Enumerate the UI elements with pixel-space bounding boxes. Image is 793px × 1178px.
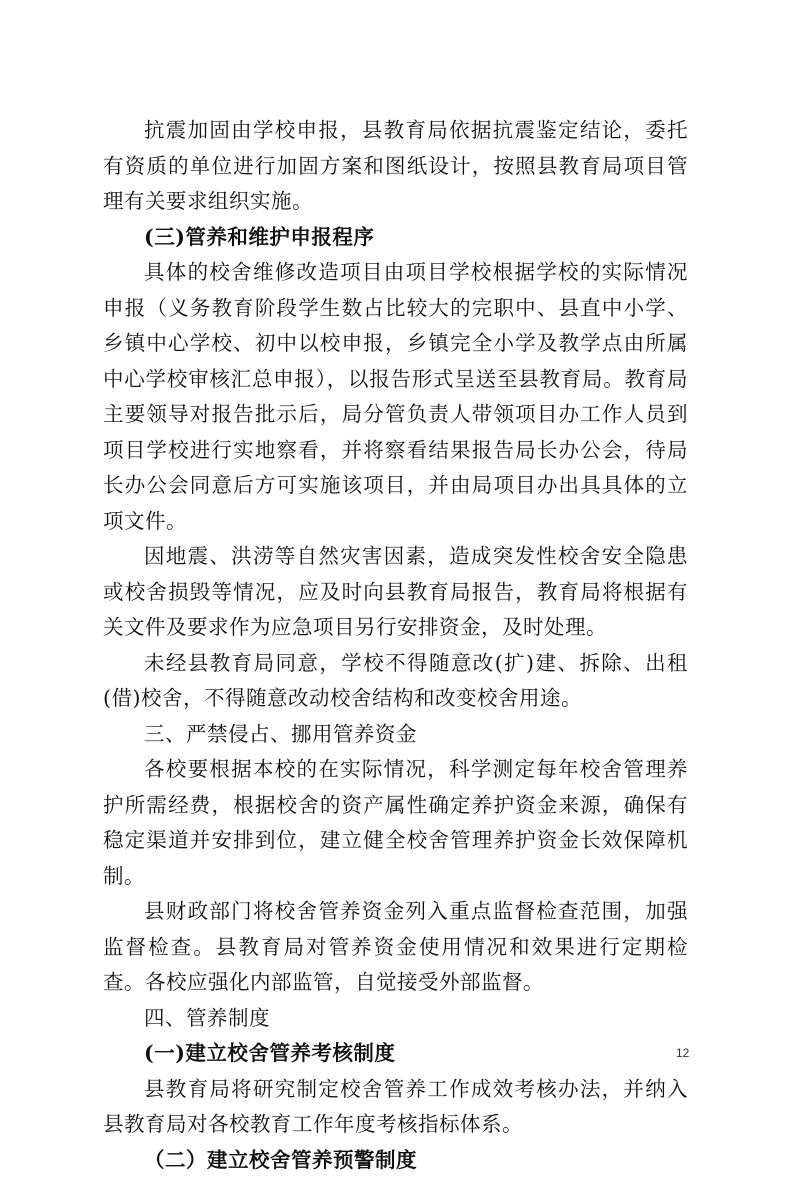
paragraph-seismic-reinforcement: 抗震加固由学校申报，县教育局依据抗震鉴定结论，委托有资质的单位进行加固方案和图纸设计，按照县教育局项目管理有关要求组织实施。 (103, 113, 688, 220)
paragraph-funding-requirements: 各校要根据本校的在实际情况，科学测定每年校舍管理养护所需经费，根据校舍的资产属性确定养护资金来源，确保有稳定渠道并安排到位，建立健全校舍管理养护资金长效保障机制。 (103, 752, 688, 894)
paragraph-financial-supervision: 县财政部门将校舍管养资金列入重点监督检查范围，加强监督检查。县教育局对管养资金使用情况和效果进行定期检查。各校应强化内部监管，自觉接受外部监督。 (103, 894, 688, 1001)
paragraph-natural-disaster: 因地震、洪涝等自然灾害因素，造成突发性校舍安全隐患或校舍损毁等情况，应及时向县教育局报告，教育局将根据有关文件及要求作为应急项目另行安排资金，及时处理。 (103, 539, 688, 646)
heading-maintenance-system: 四、管养制度 (103, 1001, 688, 1037)
paragraph-repair-project-application: 具体的校舍维修改造项目由项目学校根据学校的实际情况申报（义务教育阶段学生数占比较大的完职中、县直中小学、乡镇中心学校、初中以校申报，乡镇完全小学及教学点由所属中心学校审核汇总申报），以报告形式呈送至县教育局。教育局主要领导对报告批示后，局分管负责人带领项目办工作人员到项目学校进行实地察看，并将察看结果报告局长办公会，待局长办公会同意后方可实施该项目，并由局项目办出具具体的立项文件。 (103, 255, 688, 539)
paragraph-no-unauthorized-changes: 未经县教育局同意，学校不得随意改(扩)建、拆除、出租(借)校舍，不得随意改动校舍结构和改变校舍用途。 (103, 646, 688, 717)
heading-assessment-system: (一)建立校舍管养考核制度 (103, 1036, 688, 1072)
heading-early-warning-system: （二）建立校舍管养预警制度 (103, 1143, 688, 1178)
heading-maintenance-application-procedure: (三)管养和维护申报程序 (103, 220, 688, 256)
heading-prohibit-misuse-of-funds: 三、严禁侵占、挪用管养资金 (103, 717, 688, 753)
page-number: 12 (676, 1046, 689, 1060)
document-body (103, 113, 688, 1178)
paragraph-assessment-method: 县教育局将研究制定校舍管养工作成效考核办法，并纳入县教育局对各校教育工作年度考核指标体系。 (103, 1072, 688, 1143)
